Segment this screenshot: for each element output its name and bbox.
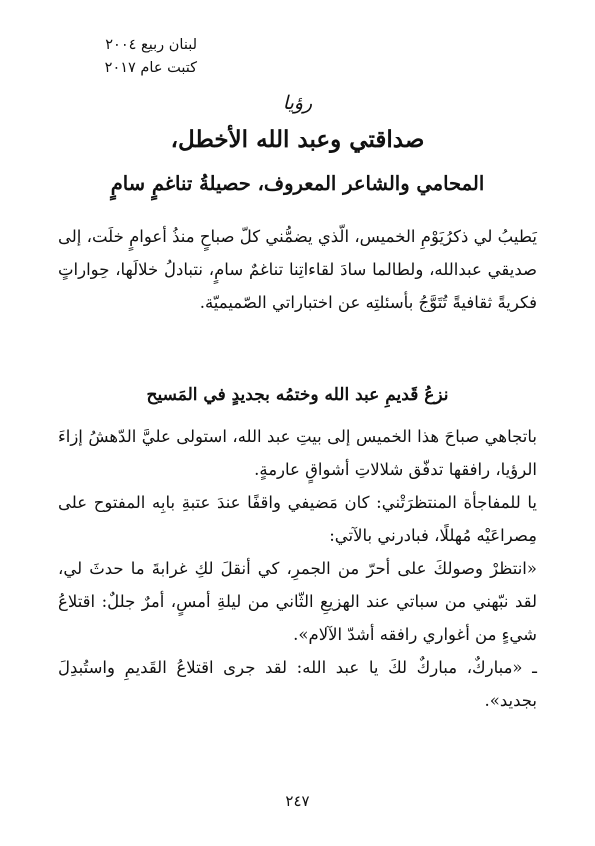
paragraph: ـ «مباركٌ، مباركٌ لكَ يا عبد الله: لقد جرى اقتلاعُ القَديمِ واستُبدِلَ بجديد».: [58, 658, 537, 710]
header-meta: [57, 34, 197, 80]
paragraph: يَطيبُ لي ذكرُيَوْمِ الخميس، الّذي يضمُّني كلّ صباحٍ منذُ أعوامٍ خلَت، إلى صديقي عبدالله، ولطالما سادَ لقاءاتِنا تناغمٌ سامٍ، نتبادلُ خلالَها، حِواراتٍ فكريةً ثقافيةً تُتَوَّجُ بأسئلتِه عن اختباراتي الصّميميّة.: [58, 227, 537, 312]
section-heading: نزعُ قَديمِ عبد الله وختمُه بجديدٍ في المَسيح: [146, 385, 449, 405]
paragraph: يا للمفاجأة المنتظرَتْني: كان مَضيفي واقفًا عندَ عتبةِ بابِه المفتوح على مِصراعَيْه مُهللًا، فبادرني بالآتي:: [58, 493, 537, 545]
page-subtitle: المحامي والشاعر المعروف، حصيلةُ تناغمٍ سامٍ: [110, 172, 485, 195]
paragraph: «انتظرْ وصولكَ على أحرّ من الجمرِ، كي أنقلَ لكِ غرابةَ ما حدثَ لي، لقد نبّهني من سباتي عند الهزيعِ الثّاني من ليلةِ أمسٍ، أمرٌ جللٌ: اقتلاعُ شيءٍ من أغواري رافقه أشدّ الآلام».: [58, 559, 537, 644]
intro-block: [58, 220, 537, 319]
story-block: [58, 420, 537, 717]
place-date: لبنان ربيع ٢٠٠٤: [105, 37, 197, 53]
page-title: صداقتي وعبد الله الأخطل،: [170, 126, 425, 153]
page-number: ٢٤٧: [285, 792, 310, 810]
paragraph: باتجاهي صباحَ هذا الخميس إلى بيتِ عبد الله، استولى عليَّ الدّهشُ إزاءَ الرؤيا، رافقها تدفّق شلالاتِ أشواقٍ عارمةٍ.: [58, 427, 537, 479]
written-year: كتبت عام ٢٠١٧: [104, 60, 197, 76]
section-label: رؤيا: [282, 92, 313, 114]
